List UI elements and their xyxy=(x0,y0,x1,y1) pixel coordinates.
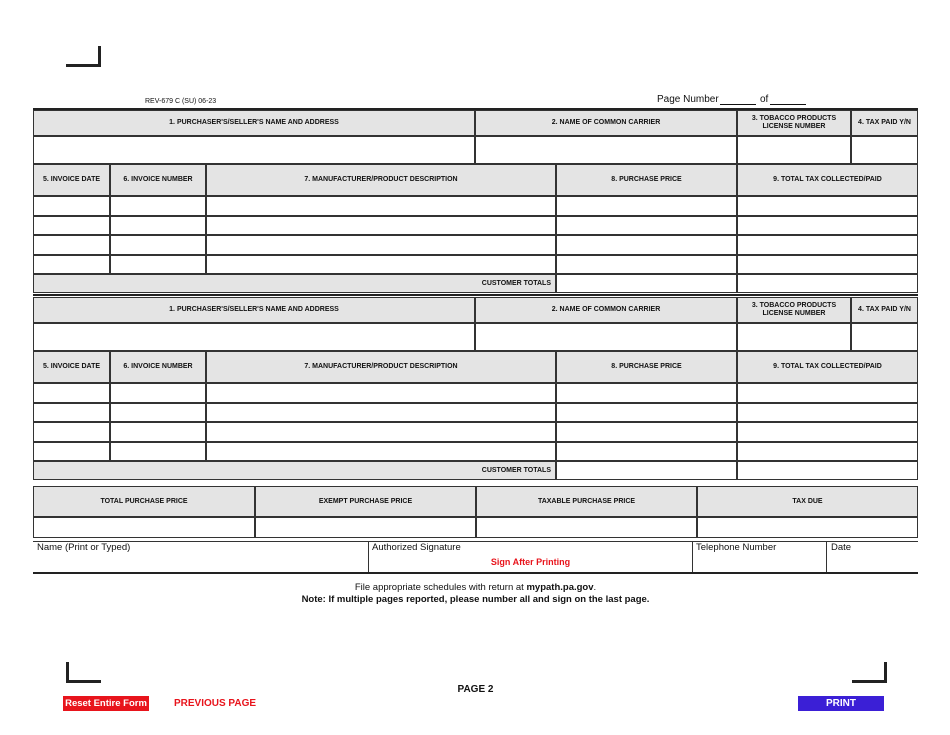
invoice-number-field[interactable] xyxy=(110,383,206,403)
of-label: of xyxy=(760,94,769,105)
purchase-price-field[interactable] xyxy=(556,235,737,255)
invoice-date-field[interactable] xyxy=(33,216,110,235)
mypath-link[interactable]: mypath.pa.gov xyxy=(526,582,594,593)
purchaser-field[interactable] xyxy=(33,323,475,351)
previous-page-button[interactable]: PREVIOUS PAGE xyxy=(173,698,257,709)
page-total-field[interactable] xyxy=(770,104,806,105)
description-field[interactable] xyxy=(206,235,556,255)
invoice-date-field[interactable] xyxy=(33,403,110,422)
tax-collected-field[interactable] xyxy=(737,383,918,403)
tax-collected-field[interactable] xyxy=(737,216,918,235)
invoice-date-header: 5. INVOICE DATE xyxy=(33,164,110,196)
multiple-pages-note: Note: If multiple pages reported, please number all and sign on the last page. xyxy=(301,594,650,605)
purchase-price-header: 8. PURCHASE PRICE xyxy=(556,351,737,383)
invoice-date-field[interactable] xyxy=(33,235,110,255)
purchase-price-field[interactable] xyxy=(556,422,737,442)
page-label: PAGE 2 xyxy=(457,684,494,695)
invoice-number-field[interactable] xyxy=(110,196,206,216)
tax-collected-field[interactable] xyxy=(737,403,918,422)
purchaser-header: 1. PURCHASER'S/SELLER'S NAME AND ADDRESS xyxy=(33,110,475,136)
purchase-price-field[interactable] xyxy=(556,383,737,403)
authorized-signature-field[interactable] xyxy=(368,541,693,572)
purchase-price-header: 8. PURCHASE PRICE xyxy=(556,164,737,196)
description-field[interactable] xyxy=(206,196,556,216)
invoice-number-field[interactable] xyxy=(110,442,206,461)
telephone-label: Telephone Number xyxy=(696,542,777,553)
purchase-price-field[interactable] xyxy=(556,255,737,274)
carrier-field[interactable] xyxy=(475,136,737,164)
print-button[interactable]: PRINT xyxy=(798,696,884,711)
carrier-field[interactable] xyxy=(475,323,737,351)
purchase-price-field[interactable] xyxy=(556,196,737,216)
customer-total-price-field[interactable] xyxy=(556,274,737,293)
description-field[interactable] xyxy=(206,403,556,422)
description-field[interactable] xyxy=(206,255,556,274)
tax-paid-field[interactable] xyxy=(851,323,918,351)
purchaser-header: 1. PURCHASER'S/SELLER'S NAME AND ADDRESS xyxy=(33,297,475,323)
customer-totals-label: CUSTOMER TOTALS xyxy=(33,461,556,480)
invoice-date-field[interactable] xyxy=(33,442,110,461)
authorized-signature-label: Authorized Signature xyxy=(372,542,461,553)
license-header: 3. TOBACCO PRODUCTS LICENSE NUMBER xyxy=(737,110,851,136)
form-id: REV-679 C (SU) 06-23 xyxy=(145,98,217,105)
file-instructions xyxy=(33,582,918,593)
exempt-purchase-price-header: EXEMPT PURCHASE PRICE xyxy=(255,486,476,517)
invoice-number-header: 6. INVOICE NUMBER xyxy=(110,164,206,196)
invoice-number-field[interactable] xyxy=(110,255,206,274)
invoice-date-field[interactable] xyxy=(33,422,110,442)
purchase-price-field[interactable] xyxy=(556,216,737,235)
tax-collected-field[interactable] xyxy=(737,442,918,461)
invoice-number-field[interactable] xyxy=(110,235,206,255)
customer-total-tax-field[interactable] xyxy=(737,461,918,480)
tax-paid-header: 4. TAX PAID Y/N xyxy=(851,110,918,136)
carrier-header: 2. NAME OF COMMON CARRIER xyxy=(475,110,737,136)
file-instructions-suffix: . xyxy=(593,582,597,593)
page-number-label: Page Number xyxy=(657,94,719,105)
sign-after-printing-note: Sign After Printing xyxy=(490,557,571,567)
description-field[interactable] xyxy=(206,383,556,403)
signature-bottom-rule xyxy=(33,572,918,574)
license-field[interactable] xyxy=(737,136,851,164)
description-field[interactable] xyxy=(206,442,556,461)
block-divider xyxy=(33,294,918,296)
name-label: Name (Print or Typed) xyxy=(37,542,131,553)
telephone-field[interactable] xyxy=(693,541,827,572)
tax-due-header: TAX DUE xyxy=(697,486,918,517)
invoice-number-field[interactable] xyxy=(110,422,206,442)
customer-total-tax-field[interactable] xyxy=(737,274,918,293)
tax-collected-field[interactable] xyxy=(737,235,918,255)
description-field[interactable] xyxy=(206,422,556,442)
tax-collected-field[interactable] xyxy=(737,196,918,216)
invoice-number-field[interactable] xyxy=(110,403,206,422)
corner-mark-top-left xyxy=(66,46,101,67)
total-purchase-price-field[interactable] xyxy=(33,517,255,538)
tax-paid-header: 4. TAX PAID Y/N xyxy=(851,297,918,323)
reset-form-button[interactable]: Reset Entire Form xyxy=(63,696,149,711)
purchaser-field[interactable] xyxy=(33,136,475,164)
license-field[interactable] xyxy=(737,323,851,351)
tax-collected-header: 9. TOTAL TAX COLLECTED/PAID xyxy=(737,351,918,383)
carrier-header: 2. NAME OF COMMON CARRIER xyxy=(475,297,737,323)
tax-collected-header: 9. TOTAL TAX COLLECTED/PAID xyxy=(737,164,918,196)
date-label: Date xyxy=(831,542,852,553)
invoice-number-header: 6. INVOICE NUMBER xyxy=(110,351,206,383)
taxable-purchase-price-header: TAXABLE PURCHASE PRICE xyxy=(476,486,697,517)
taxable-purchase-price-field[interactable] xyxy=(476,517,697,538)
invoice-date-field[interactable] xyxy=(33,196,110,216)
invoice-date-field[interactable] xyxy=(33,255,110,274)
invoice-number-field[interactable] xyxy=(110,216,206,235)
total-purchase-price-header: TOTAL PURCHASE PRICE xyxy=(33,486,255,517)
corner-mark-bottom-left xyxy=(66,662,101,683)
exempt-purchase-price-field[interactable] xyxy=(255,517,476,538)
tax-collected-field[interactable] xyxy=(737,422,918,442)
description-header: 7. MANUFACTURER/PRODUCT DESCRIPTION xyxy=(206,164,556,196)
invoice-date-header: 5. INVOICE DATE xyxy=(33,351,110,383)
purchase-price-field[interactable] xyxy=(556,403,737,422)
corner-mark-bottom-right xyxy=(852,662,887,683)
purchase-price-field[interactable] xyxy=(556,442,737,461)
invoice-date-field[interactable] xyxy=(33,383,110,403)
tax-due-field[interactable] xyxy=(697,517,918,538)
date-field[interactable] xyxy=(827,541,918,572)
description-header: 7. MANUFACTURER/PRODUCT DESCRIPTION xyxy=(206,351,556,383)
customer-total-price-field[interactable] xyxy=(556,461,737,480)
license-header: 3. TOBACCO PRODUCTS LICENSE NUMBER xyxy=(737,297,851,323)
page-number-field[interactable] xyxy=(720,104,756,105)
customer-totals-label: CUSTOMER TOTALS xyxy=(33,274,556,293)
name-field[interactable] xyxy=(33,541,368,572)
tax-collected-field[interactable] xyxy=(737,255,918,274)
file-instructions-prefix: File appropriate schedules with return at xyxy=(354,582,527,593)
description-field[interactable] xyxy=(206,216,556,235)
tax-paid-field[interactable] xyxy=(851,136,918,164)
